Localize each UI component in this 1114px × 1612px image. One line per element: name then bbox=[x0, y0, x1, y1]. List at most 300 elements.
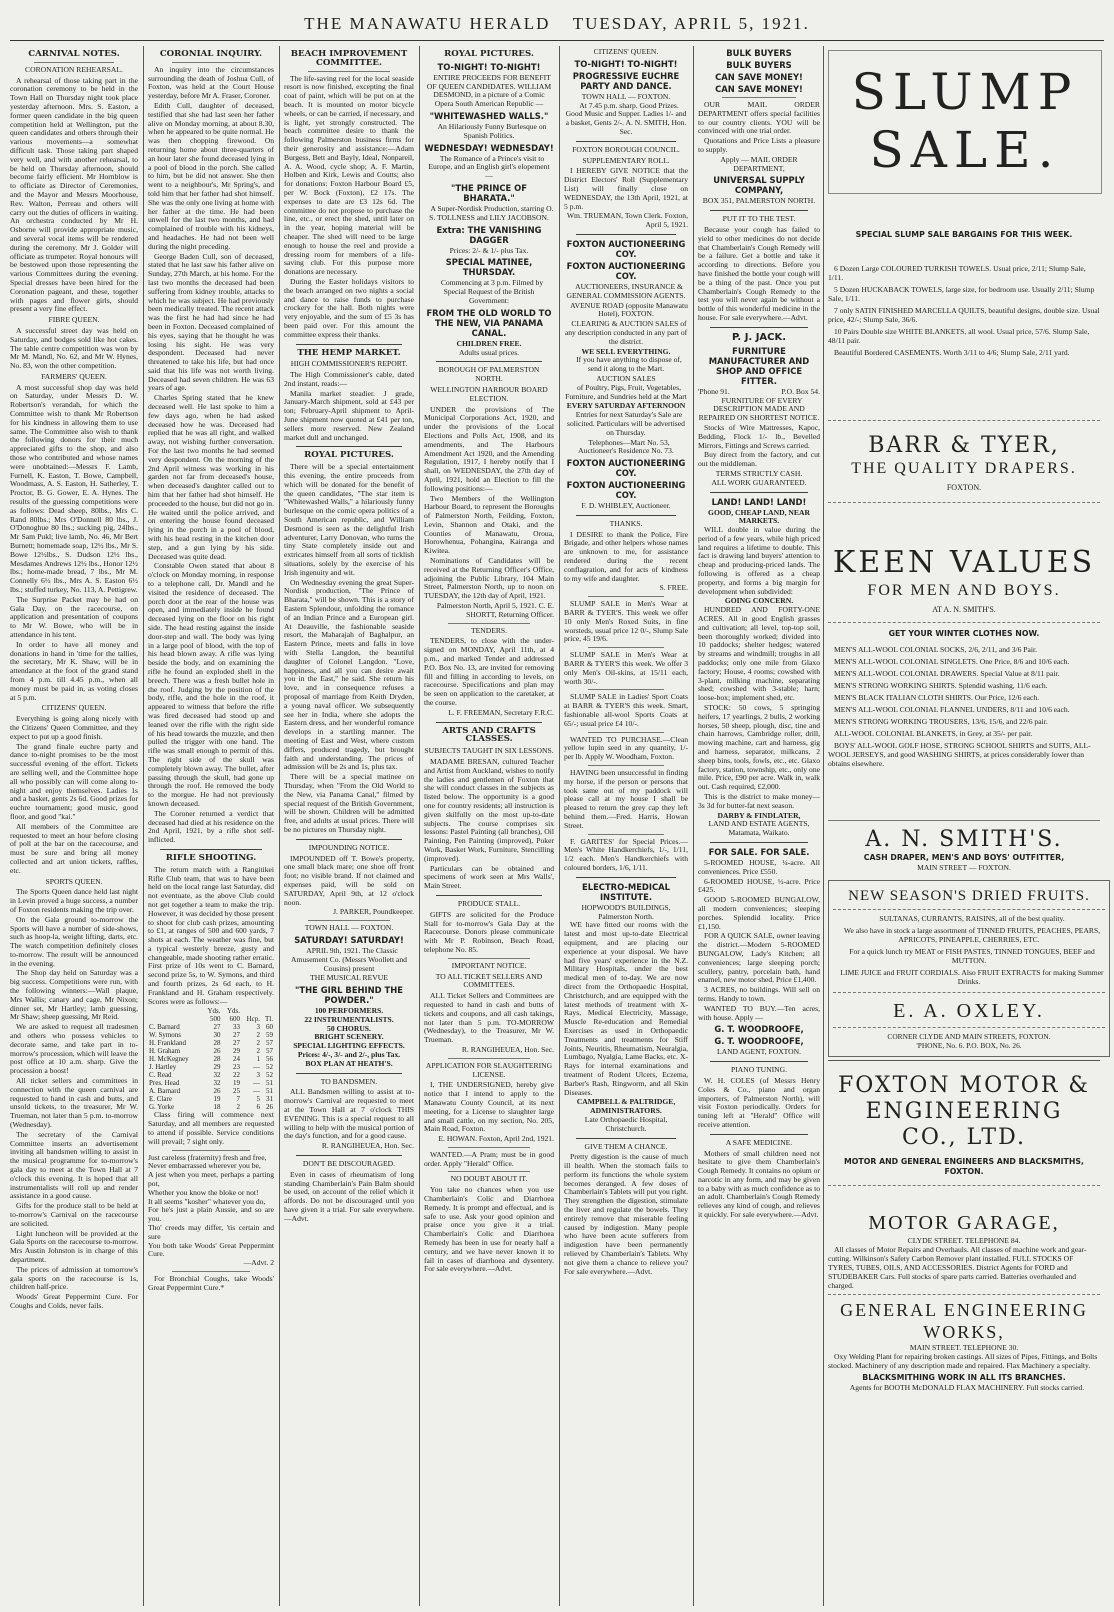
ad-text: Agents for BOOTH McDONALD FLAX MACHINERY. Full stocks carried. bbox=[849, 1383, 1085, 1392]
slump-title-line2: SALE. bbox=[869, 121, 1061, 179]
score-value: 24 bbox=[233, 1055, 241, 1064]
article-paragraph: There will be a special entertainment this evening, the entire proceeds from which will be donated for the benefit of the queen candidates, "The star item is "Whitewashed Walls," a hilariously funny burlesque on the comic opera politics of a South American republic, and William Desmond is seen as the delightful Irish adventurer, Larry Donovan, who turns the tiny State completely inside out and extricates himself from all sorts of ticklish situations, solely by the exercise of his Irish ingenuity and wit. bbox=[284, 462, 414, 577]
campbell-paltridge-sub: Late Orthopaedic Hospital, Christchurch. bbox=[584, 1114, 668, 1133]
classified-ad: SLUMP SALE in Ladies' Sport Coats at BARR & TYER'S this week. Smart, fashionable all-wool Sports Coats at 65/-; usual price £4 10/-. bbox=[564, 692, 688, 728]
divider bbox=[588, 689, 664, 690]
ad-text: OUR MAIL ORDER DEPARTMENT offers special facilities to our country clients. YOU will be convinced with one trial order. bbox=[698, 100, 820, 136]
ad-text: This is the district to make money—3s 3d for butter-fat next season. bbox=[698, 792, 820, 810]
film-title: FROM THE OLD WORLD TO THE NEW, VIA PANAMA CANAL. bbox=[426, 307, 552, 338]
poem-line: Tho' creeds may differ, 'tis certain and sure bbox=[148, 1223, 274, 1241]
score-value: 52 bbox=[266, 1071, 273, 1080]
motor-garage-ad bbox=[828, 1210, 1100, 1395]
masthead-date: TUESDAY, APRIL 5, 1921. bbox=[572, 14, 810, 33]
venue-line: TOWN HALL — FOXTON. bbox=[581, 91, 671, 101]
divider bbox=[296, 344, 402, 345]
barr-tyer-ad bbox=[828, 420, 1100, 503]
ad-text: If you have anything to dispose of, send it along to the Mart. bbox=[576, 355, 682, 374]
column-carnival-notes bbox=[10, 46, 138, 1606]
divider bbox=[588, 732, 664, 733]
poem-line: Never embarrassed wherever you be, bbox=[148, 1161, 261, 1171]
shooter-name: C. Barnard bbox=[149, 1023, 180, 1032]
keen-values-title: KEEN VALUES bbox=[832, 545, 1096, 580]
ad-text: Stocks of Wire Mattresses, Kapoc, Bedding, Flock 1/- lb., Bevelled Mirrors, Fittings and Screws carried. bbox=[698, 422, 820, 450]
ad-prices: Prices: 2/- & 1/- plus Tax. bbox=[449, 245, 529, 255]
score-row bbox=[148, 1095, 274, 1103]
ad-text: TERMS STRICTLY CASH. bbox=[715, 468, 803, 478]
article-paragraph: George Baden Cull, son of deceased, stated that he last saw his father alive on Sunday, 27th March, at his home. For the last two months the deceased had been suffering from kidney trouble, attacks to which he was subject. He had previously been medically treated. The recent attack was the first he had had since he had been in Foxton. Deceased complained of his eyes, saying that he thought he was losing his sight. He was very despondent. Deceased had never threatened to take his life, but had once said that his life was not worth living. Deceased had seven children. He was 63 years of age. bbox=[148, 251, 274, 393]
column-beach-committee bbox=[284, 46, 414, 1606]
score-value: 29 bbox=[213, 1063, 221, 1072]
revue-label: THE MUSICAL REVUE bbox=[310, 973, 388, 983]
article-paragraph: The grand finale euchre party and dance to-night promises to be the most successful evening of the effort. Tickets are selling well, and the Committee hope all who possibly can will come along to-night and enjoy themselves. Ladies 1s and a basket, gents 2s 6d. Good prizes for euchre tournament; good music, good floor, and good "kai." bbox=[10, 741, 138, 821]
ad-text: W. H. COLES (of Messrs Henry Coles & Co., piano and organ importers, of Palmerston North), will visit Foxton periodically. Orders for tuning left at "Herald" Office will receive attention. bbox=[698, 1075, 820, 1129]
advert-line: Woods' Great Peppermint Cure. For Coughs and Colds, never fails. bbox=[10, 1292, 138, 1310]
ad-text: HUNDRED AND FORTY-ONE ACRES. All in good English grasses and cultivation; all level, top-top soil, been thoroughly worked; divided into 10 paddocks; shelter hedges; watered by streams and windmill; troughs in all paddocks; only one mile from Glaxo factory; House, 4 rooms; cowshed with 3-plant, milking machine, separating shed; cowshed with 3-stable; harn; loose-box; implement shed, etc. bbox=[698, 605, 820, 703]
bulk-buyers-line: BULK BUYERS bbox=[726, 48, 792, 58]
divider bbox=[160, 849, 262, 850]
ad-text: Oxy Welding Plant for repairing broken castings. All sizes of Pipes, Fittings, and Bolts stocked. Machinery of any description made and repaired. Flax Machinery a specialty. bbox=[828, 1352, 1098, 1370]
land-subtitle: GOOD, CHEAP LAND, NEAR MARKETS. bbox=[708, 507, 810, 526]
oxley-phone: 'PHONE, No. 6. P.O. BOX, No. 26. bbox=[916, 1041, 1022, 1050]
notice-signature: Palmerston North, April 5, 1921. C. E. SHORTT, Returning Officer. bbox=[436, 601, 554, 619]
revue-detail-line: 100 PERFORMERS. bbox=[314, 1006, 384, 1016]
score-value: 22 bbox=[233, 1071, 241, 1080]
revue-detail-line: BRIGHT SCENERY. bbox=[314, 1032, 384, 1042]
advert-paragraph: WE have fitted our rooms with the latest and most up-to-date Electrical equipment, and are placing our experience at your disposal. We have had five years' experience in the N.Z. Military Hospitals, under the best medical men of to-day. We are now direct from the Orthopaedic Hospital, Christchurch, and are equipped with the latest methods of treatment with X-Rays, Medical Electricity, Massage, Muscle Re-education and Remedial Exercises as used in Orthopaedic Treatments and treatments for Stiff Joints, Neuritis, Rheumatism, Neuralgia, Lumbago, Nyalgia, Lame Backs, etc. X-Rays for internal examinations and treatment of Rodent Ulcers, Eczema, Barber's Rash, Ringworm, and all Skin Diseases. bbox=[564, 920, 688, 1097]
score-row bbox=[148, 1063, 274, 1071]
divider bbox=[296, 1155, 402, 1156]
score-value: 19 bbox=[213, 1095, 221, 1104]
arts-crafts-headline: ARTS AND CRAFTS CLASSES. bbox=[442, 725, 536, 745]
slump-item: 5 Dozen HUCKABACK TOWELS, large size, for bedroom use. Usually 2/11; Slump Sale, 1/11. bbox=[828, 285, 1095, 303]
divider bbox=[576, 515, 676, 516]
article-paragraph: The Coroner returned a verdict that deceased had died at his residence on the 2nd April, 1921, by a rifle shot self-inflicted. bbox=[148, 808, 274, 845]
divider bbox=[722, 97, 796, 98]
electro-medical-address: HOPWOOD'S BUILDINGS, Palmerston North. bbox=[581, 902, 671, 921]
carnival-notes-headline: CARNIVAL NOTES. bbox=[28, 49, 120, 59]
column-rule bbox=[279, 46, 280, 1606]
score-value: 2 bbox=[256, 1039, 261, 1048]
divider bbox=[296, 1073, 402, 1074]
score-value: 57 bbox=[266, 1047, 273, 1056]
article-paragraph: All ticket sellers and committees in connection with the queen carnival are requested to hand in cash and butts, and unsold tickets, to the treasurer, Mr W. Trueman, not later than 5 p.m. to-morrow (Wednesday). bbox=[10, 1076, 138, 1130]
rifle-shooting-headline: RIFLE SHOOTING. bbox=[165, 852, 257, 863]
score-row bbox=[148, 1023, 274, 1031]
advert-poem bbox=[148, 1154, 274, 1260]
thanks-head: THANKS. bbox=[609, 518, 643, 528]
motor-garage-title: MOTOR GARAGE, bbox=[868, 1212, 1060, 1234]
score-header-cell: Yds. bbox=[207, 1007, 221, 1016]
notice-signature: R. RANGIHEUEA, Hon. Sec. bbox=[461, 1044, 554, 1054]
poem-line: You both take Woods' Great Peppermint Cure. bbox=[148, 1240, 274, 1259]
coronation-rehearsal-subhead: CORONATION REHEARSAL. bbox=[25, 64, 123, 74]
article-paragraph: We are asked to request all tradesmen and others who possess vehicles to decorate same, and take part in to-morrow's procession, which will leave the post office at 10 a.m. sharp. Give the procession a boost! bbox=[10, 1022, 138, 1076]
bulk-buyers-banner bbox=[698, 48, 820, 94]
dried-fruits-title: NEW SEASON'S DRIED FRUITS. bbox=[848, 888, 1090, 904]
rifle-scores-body bbox=[148, 1007, 274, 1111]
column-rule bbox=[143, 46, 144, 1606]
tonight-banner: TO-NIGHT! TO-NIGHT! bbox=[437, 61, 541, 72]
poem-line: It all seems "kosher" whatever you do, bbox=[148, 1196, 266, 1206]
keen-item: MEN'S ALL-WOOL COLONIAL FLANNEL UNDERS, 8/11 and 10/6 each. bbox=[834, 705, 1070, 714]
garage-address: CLYDE STREET. TELEPHONE 84. bbox=[907, 1236, 1021, 1245]
divider bbox=[833, 992, 1105, 993]
important-notice-head: IMPORTANT NOTICE. bbox=[451, 960, 527, 970]
poem-line: A jest when you meet, perhaps a parting pot, bbox=[148, 1170, 274, 1189]
jack-phone: 'Phone 91. bbox=[698, 386, 730, 396]
advert-paragraph: Pretty digestion is the cause of much ill health. When the stomach fails to perform its functions the whole system becomes deranged. A few doses of Chamberlain's Tablets will put you right. They strengthen the digestion, stimulate the liver and regulate the bowels. They entirely remove that miserable feeling caused by indigestion. Many people who have been acute sufferers from indigestion have been permanently relieved by Chamberlain's Tablets. Why not give them a chance to relieve you? For sale everywhere.—Advt. bbox=[564, 1152, 688, 1276]
article-paragraph: Constable Owen stated that about 8 o'clock on Monday morning, in response to a telephone call, Dr. Mandl and he visited the residence of deceased. The porch door at the rear of the house was open, and immediately inside he found deceased lying on the floor on his right side. The head resting against the inside door-step and wall. The body was lying in a large pool of blood, with the top of his head blown away. A rifle was lying beside the body, and on examining the rifle he found an exploded shell in the breech. There was a fresh bullet hole in the roof. Judging by the position of the body, rifle, and the hole in the roof, it appeared to witness that before the rifle was fired deceased had stood up and leaned over the rifle with the right side of his head towards the muzzle, and then pulled the trigger with one hand. The rifle was small enough to permit of this. The right side of the skull was completely blown away. The bullet, after passing through the skull, had gone up through the roof. He removed the body to the morgue. He had not previously known deceased. bbox=[148, 561, 274, 808]
notice-paragraph: GIFTS are solicited for the Produce Stall for to-morrow's Gala Day at the Racecourse. Donors please communicate with Mr P. Robinson, Beach Road, telephone No. 85. bbox=[424, 909, 554, 954]
foxton-motor-line3: CO., LTD. bbox=[902, 1125, 1026, 1150]
article-paragraph: A rehearsal of those taking part in the coronation ceremony to be held in the Town Hall on Thursday night took place yesterday afternoon. Mrs. S. Easton, a former queen candidate in the big queen competition held at Wellington, put the queen candidates and others through their various movements—a somewhat difficult task. Those taking part shaped very well, and with another rehearsal, to be held on Thursday afternoon, should become fairly efficient. Mr Hornblow is to officiate as Director of Ceremonies, and the Mayor and Messrs Moorhouse, Rev. Walton, Perreau and others will carry out the duties of officers in waiting. An orchestra conducted by Mr H. Osborne will provide appropriate music, and several vocal items will be rendered during the ceremony. Mr J. Golder will officiate as trumpeter. Royal honours will be bestowed upon those representing the various Committees during the evening. Special dresses have been hired for the Coronation pageant, and these, together with pages and flower girls, should present a very fine effect. bbox=[10, 75, 138, 314]
score-value: 7 bbox=[236, 1095, 241, 1104]
darby-findlater: DARBY & FINDLATER, bbox=[717, 810, 801, 820]
score-value: 26 bbox=[213, 1047, 221, 1056]
score-row bbox=[148, 1079, 274, 1087]
notice-signature: L. F. FREEMAN, Secretary F.R.C. bbox=[448, 707, 554, 717]
bulk-buyers-line: CAN SAVE MONEY! bbox=[715, 72, 803, 82]
property-listing: FOR A QUICK SALE, owner leaving the district.—Modern 5-ROOMED BUNGALOW, Lady's Kitchen; all conveniences; large sleeping porch; scullery, pantry, porcelain bath, hand enamel, new motor shed. Price £1,400. bbox=[698, 931, 820, 985]
foxton-motor-subtitle: MOTOR AND GENERAL ENGINEERS AND BLACKSMITHS, FOXTON. bbox=[844, 1157, 1084, 1176]
blacksmithing-banner: BLACKSMITHING WORK IN ALL ITS BRANCHES. bbox=[862, 1373, 1066, 1382]
auctioneering-title: FOXTON AUCTIONEERING COY. bbox=[566, 238, 686, 259]
coronial-inquiry-headline: CORONIAL INQUIRY. bbox=[159, 49, 263, 59]
shooter-name: H. Graham bbox=[149, 1047, 181, 1056]
ad-text: Entries for next Saturday's Sale are solicited. Particulars will be advertised on Thursday. bbox=[567, 410, 685, 437]
foxton-motor-line1: FOXTON MOTOR & bbox=[838, 1073, 1090, 1098]
article-paragraph: An inquiry into the circumstances surrounding the death of Joshua Cull, of Foxton, was held at the Court House yesterday, before Mr A. Fraser, Coroner. bbox=[148, 64, 274, 101]
column-rule bbox=[823, 46, 824, 1606]
land-banner: LAND! LAND! LAND! bbox=[711, 496, 807, 507]
ad-text: The Romance of a Prince's visit to Europe, and an English girl's elopement — bbox=[428, 153, 550, 181]
works-address: MAIN STREET. TELEPHONE 30. bbox=[909, 1343, 1019, 1352]
classified-ad: WANTED TO PURCHASE.—Clean yellow lupin seed in any quantity, 1/- per lb. Apply W. Woodham, Foxton. bbox=[564, 734, 688, 762]
ad-text: Adults usual prices. bbox=[458, 347, 520, 357]
election-head: WELLINGTON HARBOUR BOARD ELECTION. bbox=[430, 384, 548, 403]
arts-crafts-subhead: SUBJECTS TAUGHT IN SIX LESSONS. bbox=[424, 746, 554, 756]
keen-item: MEN'S STRONG WORKING SHIRTS. Splendid washing, 11/6 each. bbox=[834, 681, 1048, 690]
advert-paragraph: Because your cough has failed to yield to other medicines do not decide that Chamberlain's Cough Remedy will be a failure. Get a bottle and take it according to directions. Before you have finished the bottle your cough will be a thing of the past. Once you put Chamberlain's Cough Remedy to the test you will never again be without a bottle of this wonderful medicine in the house. For sale everywhere.—Advt. bbox=[698, 224, 820, 322]
shooter-name: W. Symons bbox=[149, 1031, 182, 1040]
article-paragraph: Manila market steadier. J grade, January-March shipment, sold at £43 per ton; February-April shipment to April-June shipment now quoted at £41 per ton, sellers more reserved. New Zealand market dull and unchanged. bbox=[284, 388, 414, 442]
royal-pictures-ad-headline: ROYAL PICTURES. bbox=[444, 49, 534, 59]
article-paragraph: A successful street day was held on Saturday, and bodges sold like hot cakes. The table centre competition was won by Mr M. Mandl, No. 62, and Mr W. Hynes, No. 83, won the other competition. bbox=[10, 325, 138, 371]
column-coronial-inquiry bbox=[148, 46, 274, 1606]
score-value: 30 bbox=[213, 1031, 221, 1040]
score-value: 31 bbox=[266, 1095, 273, 1104]
score-value: 18 bbox=[213, 1103, 221, 1112]
keen-values-subtitle: FOR MEN AND BOYS. bbox=[867, 582, 1061, 599]
poem-line: Just careless (fraternity) fresh and free, bbox=[148, 1152, 267, 1162]
ad-text: At 7.45 p.m. sharp. Good Prizes. Good Music and Supper. Ladies 1/- and a basket, Gents 2/-. A. N. SMITH, Hon. Sec. bbox=[565, 100, 687, 136]
poem-line: Whether you know the bloke or not! bbox=[148, 1187, 259, 1197]
notice-signature: R. RANGIHEUEA, Hon. Sec. bbox=[321, 1141, 414, 1151]
revue-intro: APRIL 9th, 1921. The Classic Amusement Co. (Messrs Woollett and Cousins) present bbox=[291, 945, 407, 973]
revue-details bbox=[284, 1007, 414, 1069]
divider bbox=[828, 1294, 1100, 1295]
score-row bbox=[148, 1039, 274, 1047]
shooter-name: J. Hartley bbox=[149, 1063, 177, 1072]
ad-text: STOCK: 50 cows, 5 springing heifers, 17 yearlings, 2 bulls, 2 working horses, 50 sheep, plough, disc, tine and chain harrows, Cambridge roller, drill, mowing machine, cart and harness, gig and harness, separator, milkcans, 2 sheep bins, tools, fowls, etc., etc. Glaxo factory, station, township, etc., only one mile. Price, £90 per acre. Walk in, walk out. Cash required, £2,000. bbox=[698, 703, 820, 792]
advert-paragraph: Mothers of small children need not hesitate to give them Chamberlain's Cough Remedy. It contains no opium or narcotic in any form, and may be given to a baby with as much confidence as to an adult. Chamberlain's Cough Remedy relieves any kind of cough, and relieves it quickly. For sale everywhere.—Advt. bbox=[698, 1148, 820, 1220]
tenders-head: TENDERS. bbox=[470, 625, 508, 635]
oxley-address: CORNER CLYDE AND MAIN STREETS, FOXTON. bbox=[887, 1032, 1051, 1041]
shooter-name: C. Read bbox=[149, 1071, 172, 1080]
column-bulk-buyers bbox=[698, 46, 820, 1606]
divider bbox=[710, 327, 808, 328]
ad-text: Apply — MAIL ORDER DEPARTMENT, bbox=[720, 154, 798, 173]
beach-committee-headline: BEACH IMPROVEMENT COMMITTEE. bbox=[290, 49, 408, 68]
score-header-cell: Hcp. bbox=[246, 1015, 261, 1024]
keen-item: MEN'S ALL-WOOL COLONIAL DRAWERS. Special Value at 8/11 pair. bbox=[834, 669, 1060, 678]
article-paragraph: Everything is going along nicely with the Citizens' Queen Committee, and they expect to put up a good finish. bbox=[10, 714, 138, 741]
revue-detail-line: 22 INSTRUMENTALISTS. bbox=[304, 1014, 394, 1024]
wednesday-banner: WEDNESDAY! WEDNESDAY! bbox=[424, 142, 554, 153]
ad-text: Buy direct from the factory, and cut out the middleman. bbox=[698, 450, 820, 469]
score-value: 29 bbox=[233, 1047, 241, 1056]
classified-ad: WANTED.—A Pram; must be in good order. Apply "Herald" Office. bbox=[424, 1149, 554, 1168]
score-value: 33 bbox=[233, 1023, 241, 1032]
score-value: 28 bbox=[213, 1039, 221, 1048]
score-header-cell: Tl. bbox=[265, 1015, 273, 1024]
tonight-banner: TO-NIGHT! TO-NIGHT! bbox=[574, 58, 678, 69]
divider bbox=[710, 1134, 808, 1135]
impounding-notice-head: IMPOUNDING NOTICE. bbox=[308, 842, 390, 852]
engineering-works-line2: WORKS, bbox=[923, 1322, 1005, 1342]
produce-stall-head: PRODUCE STALL. bbox=[457, 898, 521, 908]
keen-item-list bbox=[828, 645, 1100, 768]
bulk-buyers-line: CAN SAVE MONEY! bbox=[715, 84, 803, 94]
citizens-queen-ad-head: CITIZENS' QUEEN. bbox=[593, 47, 659, 56]
advert-line: For Bronchial Coughs, take Woods' Great Peppermint Cure.* bbox=[148, 1274, 274, 1292]
classified-ad: SLUMP SALE in Men's Wear at BARR & TYER'S. This week we offer 10 only Men's Roxed Suits, in fine worsteds, usual price 12 0/-, Slump Sale price, 45 19/6. bbox=[564, 599, 688, 644]
jack-pobox: P.O. Box 54. bbox=[781, 386, 820, 396]
divider bbox=[588, 765, 664, 766]
score-row bbox=[148, 1055, 274, 1063]
ad-text: CHILDREN FREE. bbox=[456, 338, 522, 348]
divider bbox=[588, 834, 664, 835]
score-header-row bbox=[148, 1007, 274, 1015]
ad-text: ALL WORK GUARANTEED. bbox=[711, 477, 807, 487]
article-paragraph: On Wednesday evening the great Super-Nordisk production, "The Prince of Bharata," will be shown. This is a story of Eastern Splendour, unfolding the romance of an Indian Prince and a European girl. At Deauville, the fashionable seaside resort, the Maharajah of Baghalpur, an Eastern Prince, meets and falls in love with Stella Langdon, the beautiful daughter of Colonel Langdon. "Love, happiness, and all you can desire await you in the East," he said. She return his love, and in consequence refuses a proposal of marriage from Keith Dryden, a young naval officer. We subsequently see her in India, where she adopts the Eastern dress, and her wonderful romance develops in a startling manner. The meeting of East and West, where custom differs, produced tragedy, but brought faith and understanding. The prices of admission will be 2s and 1s, plus tax. bbox=[284, 577, 414, 772]
barr-tyer-tagline: THE QUALITY DRAPERS. bbox=[851, 460, 1077, 477]
notice-paragraph: TENDERS, to close with the under-signed on MONDAY, April 11th, at 4 p.m., and marked Tender and addressed P.O. Box No. 13, are invited for removing fill and filling in according to levels, on racecourse. Specifications and plan may be seen on application to the caretaker, at the course. bbox=[424, 636, 554, 708]
piano-tuning-head: PIANO TUNING. bbox=[731, 1065, 787, 1075]
property-listing: 6-ROOMED HOUSE, ½-acre. Price £425. bbox=[698, 876, 820, 895]
divider bbox=[710, 842, 808, 843]
article-paragraph: On the Gala ground to-morrow the Sports will have a number of side-shows, such as hoop-la, weight lifting, darts, etc. The watch competition definitely closes to-morrow. The result will be announced in the evening. bbox=[10, 914, 138, 968]
score-value: 6 bbox=[256, 1103, 261, 1112]
notice-paragraph: Two Members of the Wellington Harbour Board, to represent the Boroughs of Palmerston North, Feilding, Foxton, Levin, Shannon and Otaki, and the Counties of Manawatu, Oroua, Horowhenua, Pohangina, Kairanga and Kiwitea. bbox=[424, 493, 554, 556]
divider bbox=[576, 1138, 676, 1139]
foxton-motor-ad bbox=[828, 1060, 1100, 1186]
notice-signature: Wm. TRUEMAN, Town Clerk. Foxton, April 5, 1921. bbox=[566, 211, 688, 230]
divider bbox=[448, 1147, 530, 1148]
score-value: — bbox=[253, 1063, 261, 1072]
notice-signature: S. FREE. bbox=[659, 583, 688, 593]
farmers-queen-subhead: FARMERS' QUEEN. bbox=[41, 371, 107, 381]
score-value: 32 bbox=[213, 1079, 221, 1088]
divider bbox=[308, 920, 390, 921]
score-value: 27 bbox=[233, 1039, 241, 1048]
town-hall-line: TOWN HALL — FOXTON. bbox=[304, 923, 394, 933]
ad-text: LIME JUICE and FRUIT CORDIALS. Also FRUIT EXTRACTS for making Summer Drinks. bbox=[840, 968, 1104, 986]
discouraged-head: DON'T BE DISCOURAGED. bbox=[302, 1159, 396, 1169]
fibre-queen-subhead: FIBRE QUEEN. bbox=[48, 315, 100, 325]
ad-text: For a quick lunch try MEAT or FISH PASTES, TINNED TONGUES, BEEF and MUTTON. bbox=[849, 947, 1095, 965]
divider bbox=[588, 647, 664, 648]
woodroofe-title: G. T. WOODROOFE, bbox=[714, 1024, 804, 1035]
score-value: 2 bbox=[236, 1103, 241, 1112]
ad-text: FURNITURE OF EVERY DESCRIPTION MADE AND REPAIRED ON SHORTEST NOTICE. bbox=[698, 395, 820, 423]
extra-feature: Extra: THE VANISHING DAGGER bbox=[436, 224, 542, 245]
column-citizens-queen-ad bbox=[564, 46, 688, 1606]
divider bbox=[448, 958, 530, 959]
for-sale-banner: FOR SALE. FOR SALE. bbox=[708, 846, 810, 857]
divider bbox=[296, 839, 402, 840]
article-paragraph: Charles Spring stated that he knew deceased well. He last spoke to him a few days ago, when he had asked deceased how he was. Deceased had replied that he was all right, and walked away, not wishing further conversation. For the last two months he had seemed very despondent. On the morning of the 2nd April witness was working in his garden not far from deceased's house, when deceased's daughter called out to him that her father had shot himself. He proceeded to the house, but did not go in. He waited until the police arrived, and on entering the house found deceased lying in the porch in a pool of blood, with his head resting in the kitchen door step, and a gun lying by his side. Deceased was quite dead. bbox=[148, 393, 274, 561]
classified-ad: HAVING been unsuccessful in finding my horse, if the person or persons that took same out of my paddock will please call at my house I shall be pleased to return the grey cap they left behind them.—Fred. Harris, Howan Street. bbox=[564, 768, 688, 830]
notice-signature: J. PARKER, Poundkeeper. bbox=[333, 907, 414, 917]
ad-text: CLEARING & AUCTION SALES of any description conducted in any part of the district. bbox=[564, 319, 688, 346]
poem-signature: —Advt. 2 bbox=[243, 1258, 274, 1268]
score-value: 27 bbox=[213, 1023, 221, 1032]
shooter-name: A. Barnard bbox=[149, 1087, 181, 1096]
smith-address: MAIN STREET — FOXTON. bbox=[917, 863, 1011, 872]
film-title: "WHITEWASHED WALLS." bbox=[429, 110, 549, 121]
score-header-cell bbox=[241, 1007, 261, 1015]
score-value: 3 bbox=[256, 1023, 261, 1032]
darby-findlater-sub: LAND AND ESTATE AGENTS, Matamata, Waikato. bbox=[708, 819, 810, 838]
slaughter-license-head: APPLICATION FOR SLAUGHTERING LICENSE. bbox=[425, 1060, 553, 1079]
divider bbox=[576, 877, 676, 878]
divider bbox=[34, 62, 114, 63]
article-paragraph: During the Easter holidays visitors to the beach arranged on two nights a social and dance to raise funds to purchase crockery for the hall. Both nights were very enjoyable, and the sum of £5 3s has been paid over. For this amount the committee express their thanks. bbox=[284, 276, 414, 339]
divider bbox=[588, 596, 664, 597]
score-value: 27 bbox=[233, 1031, 241, 1040]
score-value: — bbox=[253, 1079, 261, 1088]
slump-item-list bbox=[828, 264, 1100, 357]
masthead-rule bbox=[10, 40, 1104, 41]
column-rule bbox=[693, 46, 694, 1606]
ad-text: BOX 351, PALMERSTON NORTH. bbox=[702, 196, 816, 206]
advert-paragraph: Even in cases of rheumatism of long standing Chamberlain's Pain Balm should be used, on account of the relief which it affords. Do not be discouraged until you have given it a trial. For sale everywhere.—Advt. bbox=[284, 1169, 414, 1223]
test-head: PUT IT TO THE TEST. bbox=[722, 214, 796, 224]
electro-medical-title: ELECTRO-MEDICAL INSTITUTE. bbox=[582, 881, 670, 902]
score-value: 2 bbox=[256, 1047, 261, 1056]
score-value: 59 bbox=[266, 1031, 273, 1040]
ad-text: Commencing at 3 p.m. Filmed by Special Request of the British Government: bbox=[440, 278, 544, 305]
woodroofe-title: G. T. WOODROOFE, bbox=[714, 1036, 804, 1047]
keen-item: MEN'S ALL-WOOL COLONIAL SOCKS, 2/6, 2/11, and 3/6 Pair. bbox=[834, 645, 1038, 654]
masthead bbox=[0, 14, 1114, 34]
article-paragraph: The Shop day held on Saturday was a big success. Competitions were run, with the following winners:—Wall plaque, Mrs Wallis; canary and cage, Mr Nixon; dinner set, Mr Hartley; lamb guessing, Mr Shaw; sheep guessing, Mr Reid. bbox=[10, 968, 138, 1022]
score-value: 57 bbox=[266, 1039, 273, 1048]
revue-title: "THE GIRL BEHIND THE POWDER." bbox=[295, 985, 403, 1006]
column-rule bbox=[559, 46, 560, 1606]
auctioneering-title: FOXTON AUCTIONEERING COY. bbox=[566, 458, 686, 479]
score-header-cell: Yds. bbox=[227, 1007, 241, 1016]
divider bbox=[172, 62, 250, 63]
important-notice-subhead: TO ALL TICKET SELLERS AND COMMITTEES. bbox=[435, 971, 543, 990]
notice-paragraph: I HEREBY GIVE NOTICE that the District Electors' Roll (Supplementary List) will finally close on WEDNESDAY, the 13th April, 1921, at 5 p.m. bbox=[564, 166, 688, 211]
score-value: 56 bbox=[266, 1055, 273, 1064]
notice-signature: F. D. WHIBLEY, Auctioneer. bbox=[581, 501, 671, 511]
classified-ad: F. GARITES' for Special Prices.—Men's White Handkerchiefs, 1/-, 1/11, 1/2 each. Men's Handkerchiefs with coloured borders, 1/6, 1/11. bbox=[564, 836, 688, 872]
score-value: 51 bbox=[266, 1079, 273, 1088]
score-value: 3 bbox=[256, 1071, 261, 1080]
auction-sales-label: AUCTION SALES bbox=[596, 373, 656, 383]
universal-supply-title: UNIVERSAL SUPPLY COMPANY, bbox=[713, 175, 805, 196]
divider bbox=[448, 1171, 530, 1172]
slump-title-line1: SLUMP bbox=[851, 63, 1079, 121]
article-paragraph: Class firing will commence next Saturday, and all members are requested to attend if possible. Service conditions will prevail; 7 sight only. bbox=[148, 1110, 274, 1146]
article-paragraph: The return match with a Rangitikei Rifle Club team, that was to have been held on the local range last Saturday, did not eventuate, as the above Club could not get together a team to make the trip. However, it was decided by those present to shoot for club cash prizes, amounting to £1, at ranges of 500 and 600 yards, 7 shots at each. The weather was fine, but a typical westerly breeze, gusty and changeable, made shooting rather erratic. First prize of 10s went to C. Barnard, second prize 5s, to W. Symons, and third and fourth prizes, 2s 6d each, to H. Frankland and H. Graham respectively. Scores were as follows:— bbox=[148, 864, 274, 1006]
article-paragraph: Light luncheon will be provided at the Gala Sports on the racecourse to-morrow. Mrs Austin Johnston is in charge of this department. bbox=[10, 1228, 138, 1264]
ad-text: All classes of Motor Repairs and Overhauls. All classes of machine work and gear-cutting. Wilkinson's Safety Carbon Remover plant installed. FULL STOCKS OF TYRES, TUBES, OILS, AND ACCESSORIES. District Agents for FORD and STUDEBAKER Cars. Full stocks of spare parts carried. Batteries overhauled and charged. bbox=[828, 1245, 1087, 1290]
smith-subtitle: CASH DRAPER, MEN'S AND BOYS' OUTFITTER, bbox=[863, 853, 1065, 862]
slump-sale-box bbox=[828, 50, 1102, 194]
ad-text: SULTANAS, CURRANTS, RAISINS, all of the best quality. bbox=[879, 914, 1065, 923]
score-value: 28 bbox=[213, 1055, 221, 1064]
bulk-buyers-line: BULK BUYERS bbox=[726, 60, 792, 70]
score-value: 25 bbox=[233, 1087, 241, 1096]
going-concern: GOING CONCERN. bbox=[724, 596, 794, 606]
article-paragraph: In order to have all money and donations in hand in 'time for the tallies, the secretary, Mr K. Shaw, will be in attendance at the foot of the grand stand from 4 p.m. till 4.45 p.m., when all money must be paid in, as voting closes at 5 p.m. bbox=[10, 639, 138, 702]
divider bbox=[172, 1271, 250, 1272]
ad-text: ENTIRE PROCEEDS FOR BENEFIT OF QUEEN CANDIDATES. WILLIAM DESMOND, in a picture of a Comic Opera South American Republic — bbox=[426, 72, 552, 109]
notice-paragraph: MADAME BRESAN, cultured Teacher and Artist from Auckland, wishes to notify the ladies and gentlemen of Foxton that she will conduct classes in the subjects as listed below. The opportunity is a good one for country residents; all instruction is given skilfully on the most up-to-date subjects. The course comprises six lessons: Pastel Painting (all branches), Oil Painting, Pen Painting (improved), Poker Work, Basket Work, Furniture, Stencilling (improved). bbox=[424, 757, 554, 863]
score-value: — bbox=[253, 1087, 261, 1096]
score-value: 26 bbox=[213, 1087, 221, 1096]
keen-item: MEN'S STRONG WORKING TROUSERS, 13/6, 15/6, and 22/6 pair. bbox=[834, 717, 1048, 726]
divider bbox=[833, 1027, 1105, 1028]
divider bbox=[436, 895, 542, 896]
every-saturday: EVERY SATURDAY AFTERNOON bbox=[566, 401, 686, 411]
score-value: 60 bbox=[266, 1023, 273, 1032]
column-rule bbox=[419, 46, 420, 1606]
keen-item: MEN'S ALL-WOOL COLONIAL SINGLETS. One Price, 8/6 and 10/6 each. bbox=[834, 657, 1070, 666]
revue-detail-line: 50 CHORUS. bbox=[327, 1023, 371, 1033]
score-row bbox=[148, 1031, 274, 1039]
score-value: 23 bbox=[233, 1063, 241, 1072]
matinee-banner: SPECIAL MATINEE, THURSDAY. bbox=[445, 257, 533, 278]
divider bbox=[436, 361, 542, 362]
article-paragraph: The prices of admission at tomorrow's gala sports on the racecourse is 1s, children half-price. bbox=[10, 1264, 138, 1292]
score-row bbox=[148, 1087, 274, 1095]
citizens-queen-subhead: CITIZENS' QUEEN. bbox=[41, 703, 107, 713]
smith-title: A. N. SMITH'S. bbox=[865, 827, 1063, 852]
shooter-name: H. Frankland bbox=[149, 1039, 186, 1048]
divider bbox=[710, 210, 808, 211]
score-header-row bbox=[148, 1015, 274, 1023]
notice-paragraph: Nominations of Candidates will be received at the Returning Officer's Office, adjoining the Public Library, 104 Main Street, Palmerston North, up to noon on TUESDAY, the 12th day of April, 1921. bbox=[424, 556, 554, 601]
shooter-name: E. Clare bbox=[149, 1095, 172, 1104]
score-value: 19 bbox=[233, 1079, 241, 1088]
article-paragraph: Edith Cull, daughter of deceased, testified that she had last seen her father alive on Monday morning, at about 8.30, when he appeared to be quite normal. He was then chopping firewood. On returning home about three-quarters of an hour later she found deceased lying in a pool of blood in the porch. She called to him, but he did not answer. She then went to a neighbour's, Mr Spring's, and told him that her father had shot himself. She was the only one living at home with her father at the time. He had been unwell for the last two months, and had complained of trouble with his kidneys, and headaches. He had not been well during the night preceding. bbox=[148, 100, 274, 251]
divider bbox=[308, 71, 390, 72]
slump-item: 6 Dozen Large COLOURED TURKISH TOWELS. Usual price, 2/11; Slump Sale, 1/11. bbox=[828, 264, 1086, 282]
revue-detail-line: BOX PLAN AT HEATH'S. bbox=[305, 1058, 393, 1068]
score-row bbox=[148, 1047, 274, 1055]
revue-detail-line: SPECIAL LIGHTING EFFECTS. bbox=[293, 1041, 405, 1051]
royal-pictures-headline: ROYAL PICTURES. bbox=[304, 450, 394, 461]
supplementary-roll-head: SUPPLEMENTARY ROLL. bbox=[582, 155, 670, 165]
poem-line: For he's just a plain Aussie, and so are you. bbox=[148, 1205, 274, 1224]
chance-head: GIVE THEM A CHANCE. bbox=[584, 1141, 668, 1151]
score-value: 5 bbox=[256, 1095, 261, 1104]
